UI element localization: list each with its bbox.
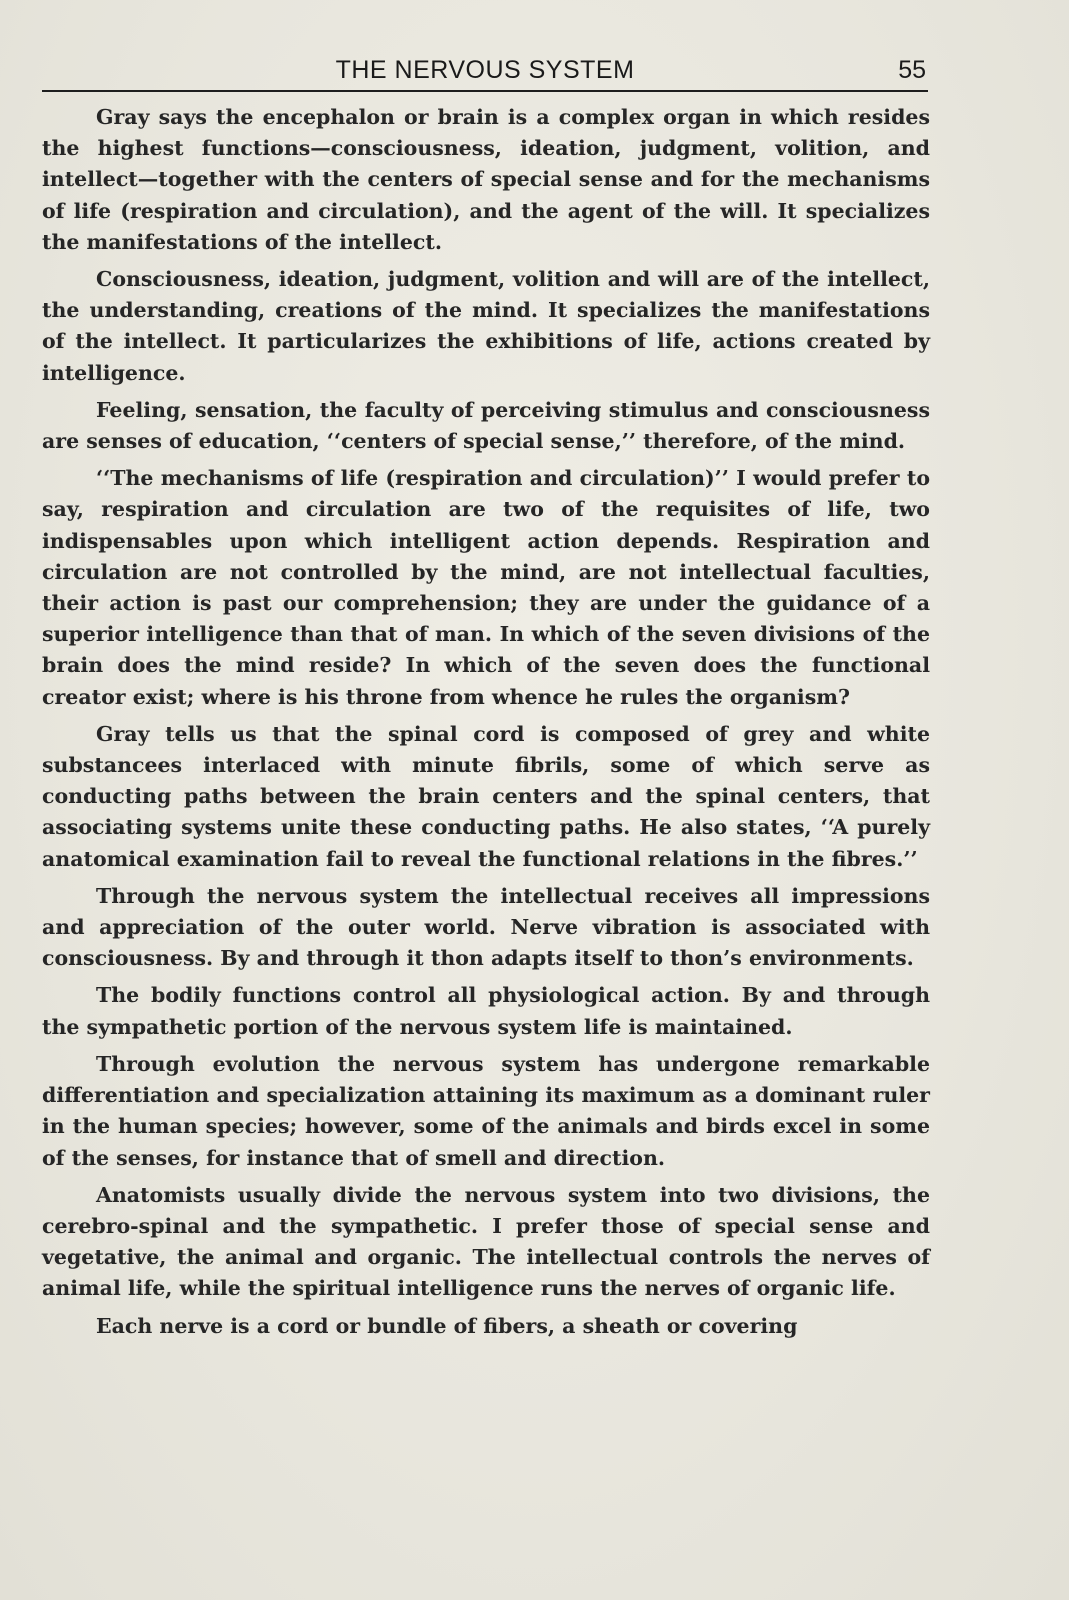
paragraph: Each nerve is a cord or bundle of fibers, a sheath or covering: [96, 1313, 798, 1338]
paragraph: ‘‘The mechanisms of life (respiration and circulation)’’ I would prefer to say, respiration and circulation are two of the requisites of life, two indispensables upon which intelligent action depends. Respiration and circulation are not controlled by the mind, are not intellectual faculties, their action is past our comprehension; they are under the guidance of a superior intelligence than that of man. In which of the seven divisions of the brain does the mind reside? In which of the seven does the functional creator exist; where is his throne from whence he rules the organism?: [42, 466, 930, 709]
paragraph: Through the nervous system the intellectual receives all impressions and appreciation of the outer world. Nerve vibration is associated with consciousness. By and through it thon adapts itself to thon’s environments.: [42, 883, 930, 971]
paragraph: Gray says the encephalon or brain is a complex organ in which resides the highest functions—consciousness, ideation, judgment, volition, and intellect—together with the centers of special sense and for the mechanisms of life (respiration and circulation), and the agent of the will. It specializes the manifestations of the intellect.: [42, 105, 930, 254]
page-number: 55: [898, 56, 926, 84]
chapter-title: THE NERVOUS SYSTEM: [335, 56, 635, 84]
body-text: [42, 102, 930, 1342]
paragraph: The bodily functions control all physiological action. By and through the sympathetic portion of the nervous system life is maintained.: [42, 983, 930, 1039]
paragraph: Gray tells us that the spinal cord is composed of grey and white substancees interlaced with minute fibrils, some of which serve as conducting paths between the brain centers and the spinal centers, that associating systems unite these conducting paths. He also states, ‘‘A purely anatomical examination fail to reveal the functional relations in the fibres.’’: [42, 721, 930, 871]
running-head: [42, 54, 928, 92]
paragraph: Consciousness, ideation, judgment, volition and will are of the intellect, the understanding, creations of the mind. It specializes the manifestations of the intellect. It particularizes the exhibitions of life, actions created by intelligence.: [42, 267, 930, 385]
paragraph: Anatomists usually divide the nervous system into two divisions, the cerebro-spinal and the sympathetic. I prefer those of special sense and vegetative, the animal and organic. The intellectual controls the nerves of animal life, while the spiritual intelligence runs the nerves of organic life.: [42, 1182, 930, 1301]
paragraph: Feeling, sensation, the faculty of perceiving stimulus and consciousness are senses of education, ‘‘centers of special sense,’’ therefore, of the mind.: [42, 397, 930, 454]
paragraph: Through evolution the nervous system has undergone remarkable differentiation and specialization attaining its maximum as a dominant ruler in the human species; however, some of the animals and birds excel in some of the senses, for instance that of smell and direction.: [42, 1051, 930, 1170]
